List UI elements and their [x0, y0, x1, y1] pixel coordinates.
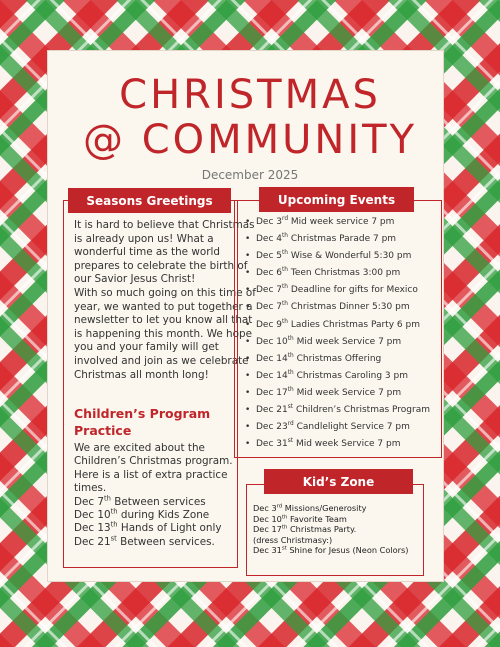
practice-item	[74, 509, 260, 522]
title-line-2: @ COMMUNITY	[82, 117, 417, 163]
kids-zone-item-date: Dec 3	[253, 503, 277, 513]
childrens-program-intro: We are excited about the Children’s Christmas program. Here is a list of extra practice times.	[74, 442, 233, 495]
newsletter-date: December 2025	[201, 168, 299, 182]
event-item	[242, 334, 437, 351]
event-item-text: Mid week Service 7 pm	[293, 439, 401, 450]
kids-zone-item	[253, 514, 423, 525]
event-item-suffix: th	[282, 233, 289, 240]
kids-zone-item-suffix: rd	[276, 503, 283, 510]
event-item-suffix: th	[287, 369, 294, 376]
greetings-paragraph-2: With so much going on this time of year, we wanted to put together a newsletter to let you know all that is happening this month. We hope you and your family will get involved and join as we celebrate Christmas all month long!	[74, 286, 256, 381]
event-item-text: Teen Christmas 3:00 pm	[288, 268, 401, 279]
event-item-date: Dec 4	[256, 234, 283, 245]
event-item	[242, 351, 437, 368]
event-item-date: Dec 5	[256, 251, 283, 262]
childrens-practice-list	[74, 496, 260, 550]
practice-item-suffix: st	[110, 534, 117, 543]
event-item	[242, 214, 437, 231]
title-line-1: CHRISTMAS	[119, 72, 381, 118]
event-item-date: Dec 23	[256, 422, 288, 433]
event-item-text: Christmas Dinner 5:30 pm	[288, 302, 410, 313]
event-item-date: Dec 21	[256, 405, 288, 416]
practice-item	[74, 536, 260, 549]
event-item	[242, 248, 437, 265]
events-list	[242, 214, 437, 453]
greetings-paragraph-1: It is hard to believe that Christmas is already upon us! What a wonderful time as the world prepares to celebrate the birth of our Savior Jesus Christ!	[74, 219, 255, 286]
event-item-date: Dec 7	[256, 285, 283, 296]
event-item-text: Mid week service 7 pm	[288, 217, 395, 227]
event-item-suffix: th	[282, 267, 289, 274]
event-item-suffix: th	[282, 250, 289, 257]
event-item	[242, 436, 437, 453]
kids-zone-item-text: Favorite Team	[287, 513, 347, 524]
kids-zone-item-suffix: st	[281, 545, 287, 552]
event-item	[242, 265, 437, 282]
event-item-suffix: rd	[282, 216, 289, 222]
event-item-text: Deadline for gifts for Mexico	[288, 285, 418, 296]
event-item-suffix: st	[287, 404, 294, 411]
event-item-date: Dec 17	[256, 387, 288, 398]
event-item-date: Dec 9	[256, 319, 283, 330]
event-item	[242, 402, 437, 419]
greetings-heading: Seasons Greetings	[68, 188, 231, 213]
practice-item	[74, 496, 260, 509]
practice-item-date: Dec 10	[74, 509, 111, 522]
practice-item-suffix: th	[104, 494, 111, 503]
practice-item-text: during Kids Zone	[117, 509, 210, 522]
event-item	[242, 282, 437, 299]
childrens-program-text	[74, 442, 260, 549]
event-item-suffix: rd	[287, 421, 294, 428]
practice-item	[74, 522, 260, 535]
event-item-text: Christmas Offering	[293, 353, 382, 364]
kids-zone-list	[253, 503, 423, 556]
event-item	[242, 317, 437, 334]
kids-zone-item	[253, 503, 423, 514]
event-item-date: Dec 10	[256, 336, 288, 347]
event-item-text: Children’s Christmas Program	[293, 405, 431, 416]
practice-item-suffix: th	[110, 507, 118, 516]
event-item-suffix: th	[282, 318, 289, 325]
kids-zone-heading: Kid’s Zone	[264, 469, 413, 494]
event-item	[242, 419, 437, 436]
event-item-text: Ladies Christmas Party 6 pm	[288, 319, 420, 330]
event-item-suffix: st	[287, 438, 294, 445]
event-item-date: Dec 14	[256, 370, 288, 381]
event-item-suffix: th	[287, 335, 294, 342]
kids-zone-item-text: Missions/Generosity	[282, 503, 367, 513]
event-item	[242, 231, 437, 248]
greetings-text	[74, 219, 260, 382]
kids-zone-item-suffix: th	[281, 513, 288, 520]
event-item	[242, 368, 437, 385]
event-item-text: Mid week Service 7 pm	[293, 336, 402, 347]
practice-item-text: Between services.	[116, 535, 215, 548]
kids-zone-item-date: Dec 31	[253, 545, 282, 556]
event-item-date: Dec 3	[256, 217, 283, 227]
practice-item-text: Hands of Light only	[117, 522, 222, 535]
kids-zone-item-date: Dec 10	[253, 513, 282, 524]
practice-item-text: Between services	[110, 495, 206, 508]
event-item-date: Dec 6	[256, 268, 283, 279]
practice-item-date: Dec 7	[74, 495, 105, 508]
practice-item-suffix: th	[110, 520, 118, 529]
event-item	[242, 299, 437, 316]
kids-zone-item-date: (dress Christmasy:)	[253, 534, 333, 545]
event-item-suffix: th	[282, 284, 289, 291]
kids-zone-item	[253, 524, 423, 535]
event-item-date: Dec 14	[256, 353, 288, 364]
event-item-text: Wise & Wonderful 5:30 pm	[288, 251, 412, 262]
event-item-suffix: th	[282, 301, 289, 308]
events-heading: Upcoming Events	[259, 187, 414, 212]
event-item-suffix: th	[287, 352, 294, 359]
kids-zone-item-date: Dec 17	[253, 524, 282, 535]
kids-zone-item	[253, 535, 423, 546]
practice-item-date: Dec 13	[74, 522, 111, 535]
kids-zone-item-text: Shine for Jesus (Neon Colors)	[286, 545, 409, 556]
event-item-text: Christmas Parade 7 pm	[288, 234, 397, 245]
event-item-text: Candlelight Service 7 pm	[293, 422, 410, 433]
event-item-text: Mid week Service 7 pm	[293, 387, 402, 398]
kids-zone-item-suffix: th	[281, 524, 288, 531]
kids-zone-item-text: Christmas Party.	[287, 524, 357, 535]
practice-item-date: Dec 21	[74, 535, 111, 548]
event-item-date: Dec 31	[256, 439, 288, 450]
event-item-date: Dec 7	[256, 302, 283, 313]
event-item-text: Christmas Caroling 3 pm	[293, 370, 408, 381]
childrens-program-heading: Children’s Program Practice	[74, 406, 211, 438]
event-item-suffix: th	[287, 386, 294, 393]
event-item	[242, 385, 437, 402]
kids-zone-item	[253, 545, 423, 556]
